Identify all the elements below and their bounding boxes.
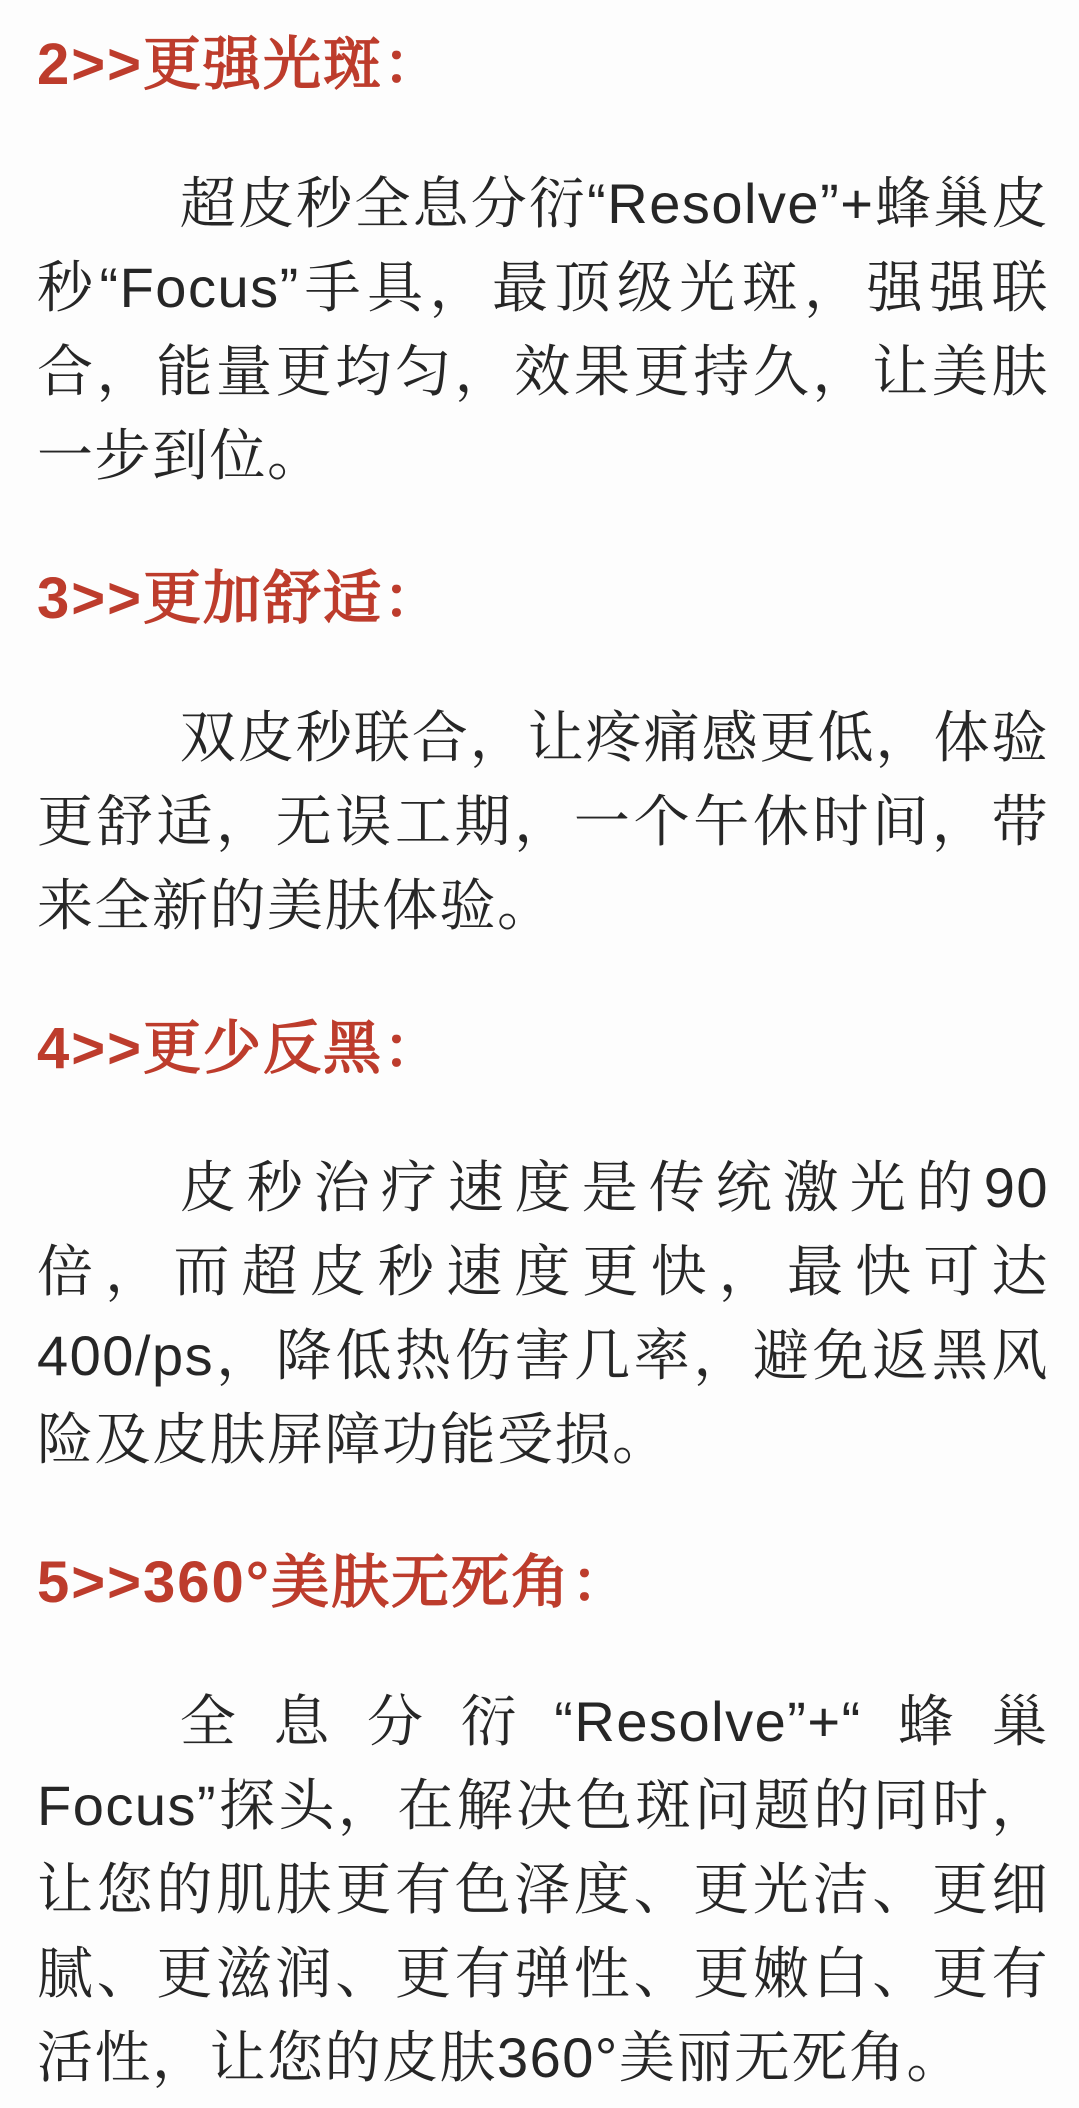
article-section-less-rebound-darkening [37,1006,1049,1482]
section-paragraph: 双皮秒联合，让疼痛感更低，体验更舒适，无误工期，一个午休时间，带来全新的美肤体验。 [37,706,1049,937]
section-heading: 3>>更加舒适： [37,566,443,631]
section-heading: 2>>更强光斑： [37,32,443,97]
article-section-more-comfort [37,556,1049,948]
section-paragraph: 超皮秒全息分衍“Resolve”+蜂巢皮秒“Focus”手具，最顶级光斑，强强联合，能量更均匀，效果更持久，让美肤一步到位。 [37,172,1049,487]
section-heading: 5>>360°美肤无死角： [37,1550,631,1615]
article-section-stronger-spot [37,22,1049,498]
article-section-360-beauty [37,1540,1049,2100]
section-paragraph: 皮秒治疗速度是传统激光的90倍，而超皮秒速度更快，最快可达400/ps，降低热伤害几率，避免返黑风险及皮肤屏障功能受损。 [37,1156,1049,1471]
section-heading: 4>>更少反黑： [37,1016,443,1081]
section-paragraph: 全息分衍“Resolve”+“蜂巢Focus”探头，在解决色斑问题的同时，让您的肌肤更有色泽度、更光洁、更细腻、更滋润、更有弹性、更嫩白、更有活性，让您的皮肤360°美丽无死角。 [37,1690,1049,2089]
